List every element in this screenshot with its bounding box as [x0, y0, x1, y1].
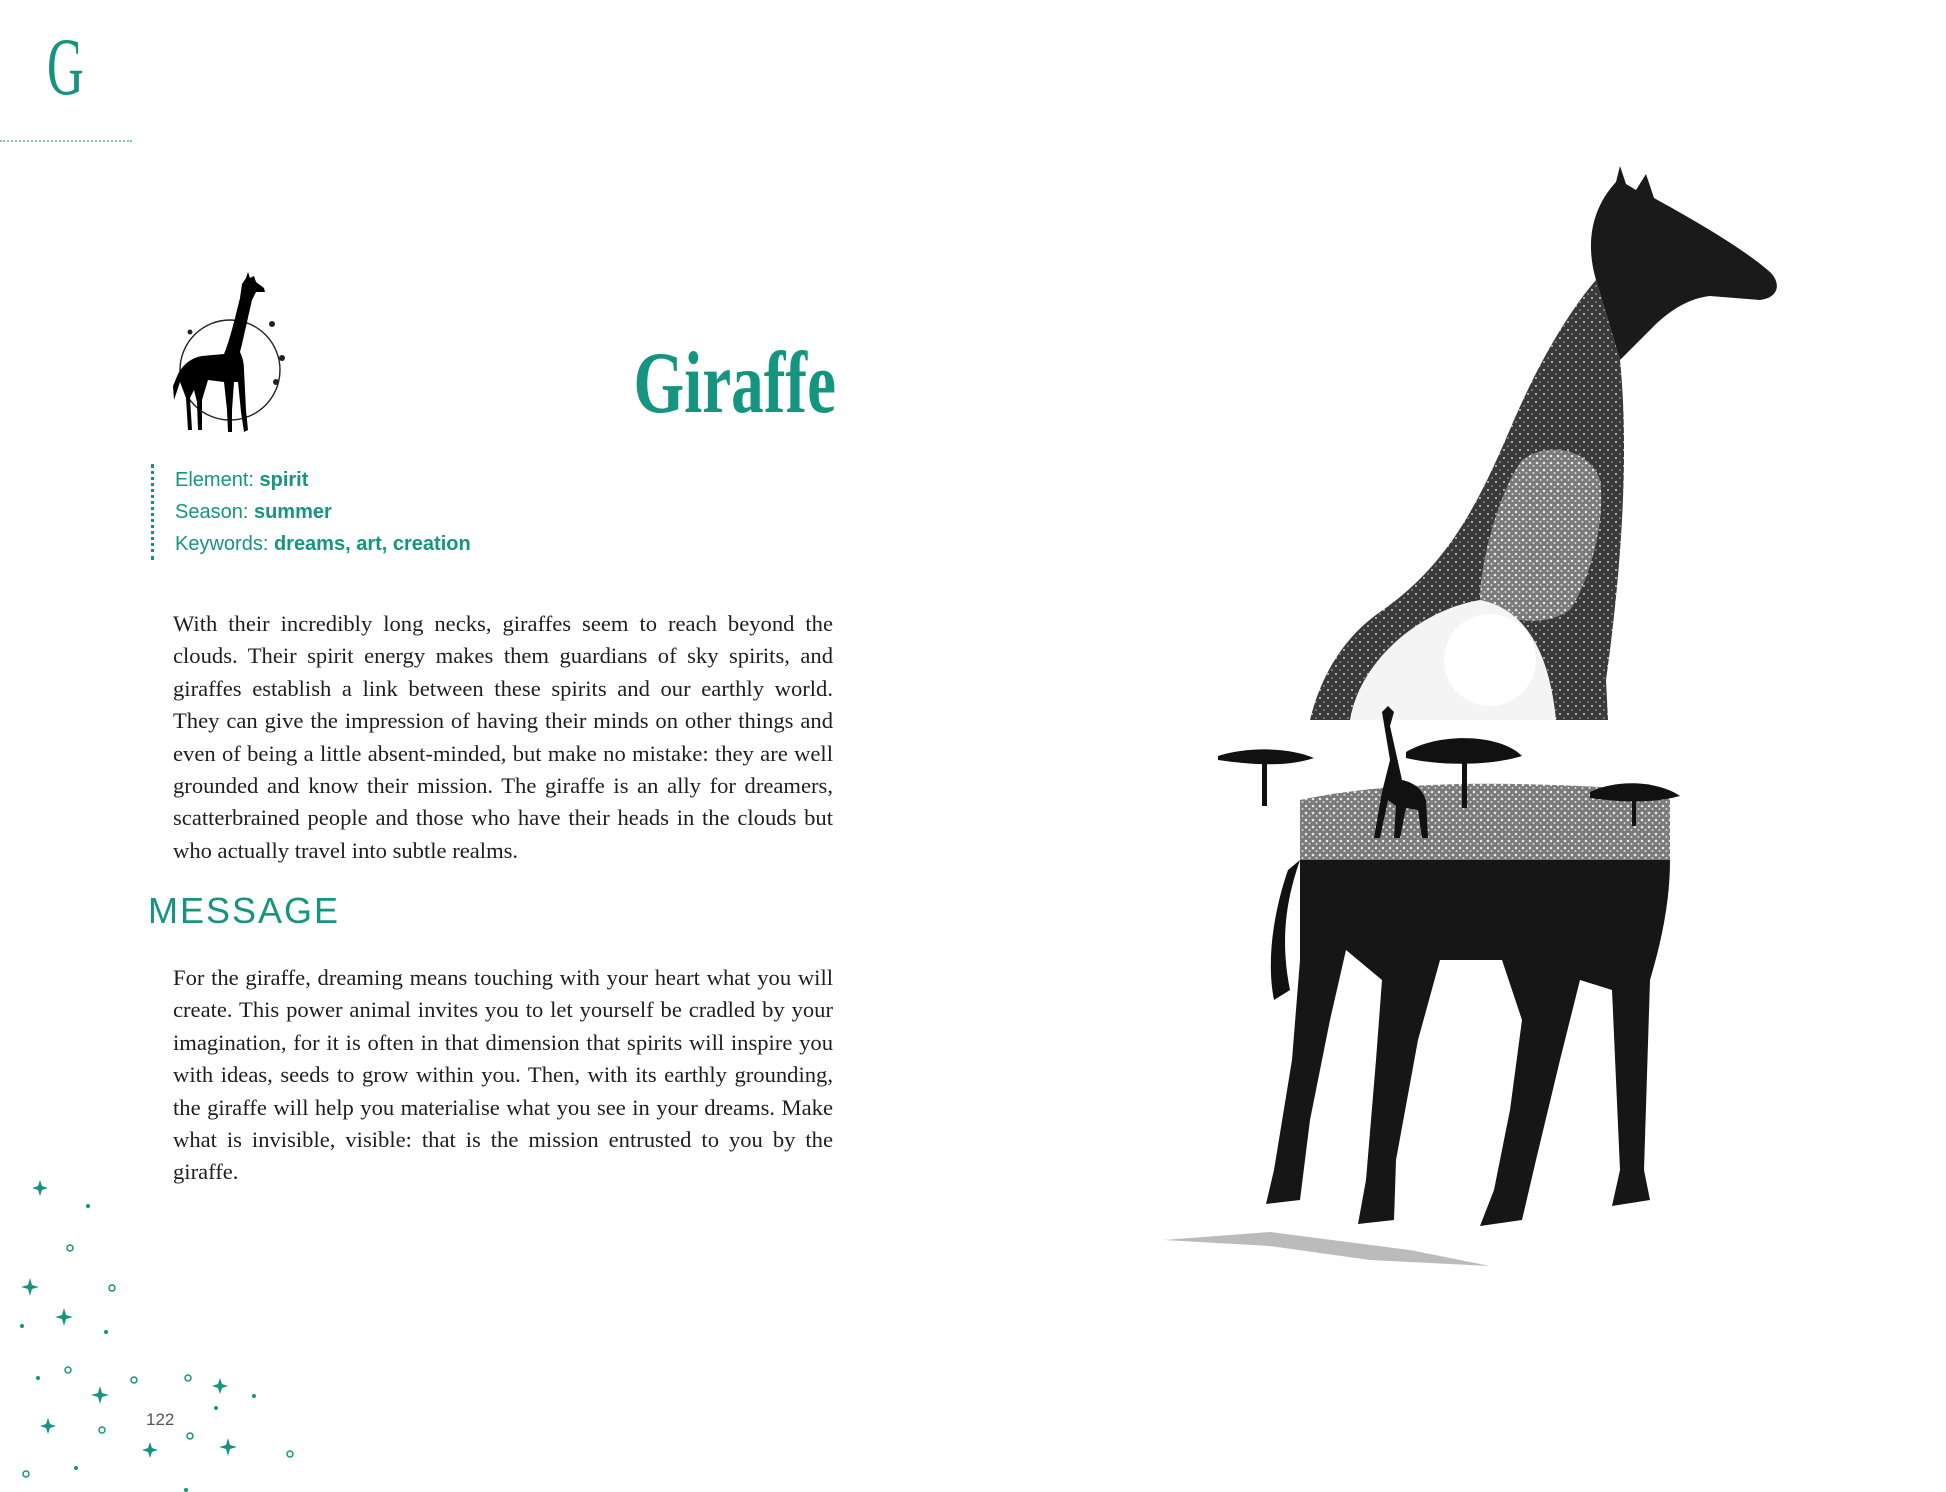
- message-paragraph: For the giraffe, dreaming means touching with your heart what you will create. This power animal invites you to let yourself be cradled by your imagination, for it is often in that dimension that spirits will inspire you with ideas, seeds to grow within you. Then, with its earthly grounding, the giraffe will help you materialise what you see in your dreams. Make what is invisible, visible: that is the mission entrusted to you by the giraffe.: [173, 965, 833, 1185]
- page-title: Giraffe: [633, 335, 836, 432]
- element-value: spirit: [259, 469, 309, 491]
- giraffe-illustration: [1150, 160, 1810, 1310]
- message-heading: MESSAGE: [148, 890, 341, 931]
- section-letter-divider: [0, 140, 132, 142]
- stars-decoration-icon: [0, 1160, 320, 1492]
- intro-paragraph: With their incredibly long necks, giraffes seem to reach beyond the clouds. Their spirit energy makes them guardians of sky spirits, and giraffes establish a link between these spirits and our earthly world. They can give the impression of having their minds on other things and even of being a little absent-minded, but make no mistake: they are well grounded and know their mission. The giraffe is an ally for dreamers, scatterbrained people and those who have their heads in the clouds but who actually travel into subtle realms.: [173, 611, 833, 863]
- attribute-list: [151, 464, 471, 560]
- keywords-attribute: [175, 528, 471, 560]
- keywords-label: Keywords:: [175, 533, 269, 555]
- season-value: summer: [253, 501, 332, 523]
- page-number: 122: [146, 1410, 175, 1429]
- element-attribute: [175, 464, 471, 496]
- giraffe-emblem-icon: [168, 270, 292, 438]
- keywords-value: dreams, art, creation: [273, 533, 471, 555]
- element-label: Element:: [175, 469, 254, 491]
- section-letter: G: [47, 21, 84, 112]
- season-label: Season:: [175, 501, 249, 523]
- season-attribute: [175, 496, 471, 528]
